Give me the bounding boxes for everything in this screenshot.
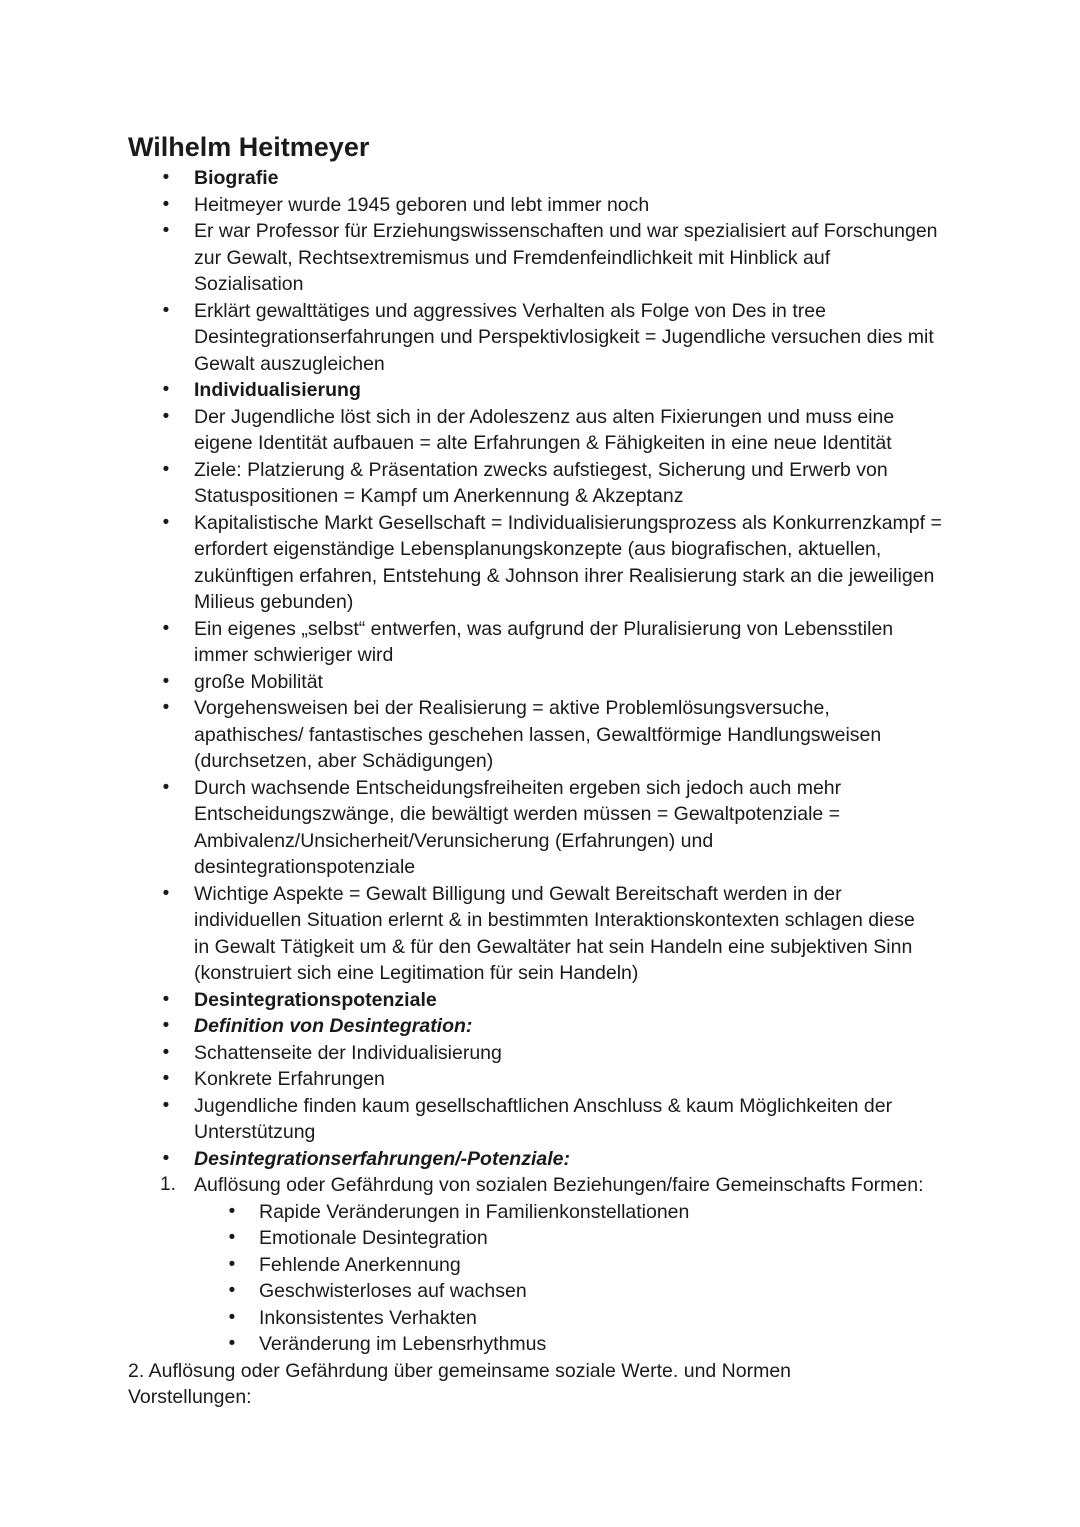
sub-list-item — [0, 1278, 1080, 1305]
list-item — [0, 510, 1080, 616]
bullet-marker: • — [162, 167, 170, 188]
sub-list-item — [0, 1252, 1080, 1279]
list-item — [0, 165, 1080, 192]
list-item-text: Individualisierung — [194, 379, 361, 401]
bullet-marker: • — [162, 220, 170, 241]
list-item — [0, 192, 1080, 219]
list-item — [0, 404, 1080, 457]
numbered-item-1 — [0, 1172, 1080, 1199]
list-item-text: Wichtige Aspekte = Gewalt Billigung und Gewalt Bereitschaft werden in der — [194, 882, 842, 905]
bullet-marker: • — [162, 882, 170, 904]
list-item — [0, 1146, 1080, 1173]
list-item-text: (konstruiert sich eine Legitimation für sein Handeln) — [194, 962, 639, 984]
list-item-text: Auflösung oder Gefährdung von sozialen Beziehungen/faire Gemeinschafts Formen: — [194, 1174, 924, 1196]
list-item-text: Fehlende Anerkennung — [259, 1253, 461, 1276]
list-item-text: Ein eigenes „selbst“ entwerfen, was aufgrund der Pluralisierung von Lebensstilen — [194, 617, 894, 640]
sub-list-item — [0, 1331, 1080, 1358]
bullet-marker: • — [162, 193, 170, 215]
list-item — [0, 881, 1080, 987]
list-item — [0, 377, 1080, 404]
bullet-marker: • — [228, 1227, 236, 1248]
list-item-text: Statuspositionen = Kampf um Anerkennung & Akzeptanz — [194, 485, 684, 507]
list-item — [0, 1040, 1080, 1067]
list-item — [0, 1013, 1080, 1040]
bullet-marker: • — [228, 1280, 236, 1301]
list-item-text: Entscheidungszwänge, die bewältigt werden müssen = Gewaltpotenziale = — [194, 803, 841, 825]
list-item-text: erfordert eigenständige Lebensplanungskonzepte (aus biografischen, aktuellen, — [194, 538, 882, 560]
list-item-text: Desintegrationserfahrungen/-Potenziale: — [194, 1147, 570, 1170]
bullet-marker: • — [162, 458, 170, 480]
list-item-text: Der Jugendliche löst sich in der Adoleszenz aus alten Fixierungen und muss eine — [194, 405, 895, 428]
bullet-marker: • — [162, 1015, 170, 1036]
list-item-text: eigene Identität aufbauen = alte Erfahrungen & Fähigkeiten in eine neue Identität — [194, 432, 892, 454]
sub-list-item — [0, 1225, 1080, 1252]
list-item — [0, 616, 1080, 669]
list-item — [0, 218, 1080, 298]
list-item-text: Geschwisterloses auf wachsen — [259, 1280, 527, 1302]
list-number: 1. — [160, 1174, 176, 1195]
list-item-text: Biografie — [194, 167, 279, 189]
bullet-marker: • — [162, 776, 170, 798]
list-item-text: Jugendliche finden kaum gesellschaftlichen Anschluss & kaum Möglichkeiten der — [194, 1094, 893, 1117]
page-title: Wilhelm Heitmeyer — [128, 132, 370, 162]
sub-list-item — [0, 1199, 1080, 1226]
bullet-marker: • — [228, 1333, 236, 1354]
list-item — [0, 775, 1080, 881]
bullet-marker: • — [162, 1094, 170, 1116]
list-item-text: Konkrete Erfahrungen — [194, 1068, 385, 1090]
bullet-marker: • — [162, 988, 170, 1010]
list-item-text: Vorgehensweisen bei der Realisierung = aktive Problemlösungsversuche, — [194, 697, 830, 719]
list-item-text: in Gewalt Tätigkeit um & für den Gewaltäter hat sein Handeln eine subjektiven Sinn — [194, 935, 913, 958]
bullet-marker: • — [228, 1253, 236, 1275]
bullet-marker: • — [162, 670, 170, 692]
list-item-text: desintegrationspotenziale — [194, 856, 416, 878]
list-item-text: Desintegrationserfahrungen und Perspektivlosigkeit = Jugendliche versuchen dies mit — [194, 326, 934, 348]
list-item-text: Erklärt gewalttätiges und aggressives Verhalten als Folge von Des in tree — [194, 299, 826, 322]
list-item-text: (durchsetzen, aber Schädigungen) — [194, 750, 494, 772]
list-item-text: Milieus gebunden) — [194, 591, 354, 613]
bullet-marker: • — [228, 1306, 236, 1328]
bullet-marker: • — [162, 405, 170, 427]
list-item-text: Emotionale Desintegration — [259, 1227, 488, 1249]
bullet-marker: • — [162, 511, 170, 533]
list-item-text: Er war Professor für Erziehungswissenschaften und war spezialisiert auf Forschungen — [194, 220, 938, 242]
bullet-marker: • — [162, 1147, 170, 1169]
list-item — [0, 1066, 1080, 1093]
list-item-text: Unterstützung — [194, 1121, 316, 1143]
bullet-marker: • — [162, 379, 170, 400]
list-item-text: Ambivalenz/Unsicherheit/Verunsicherung (Erfahrungen) und — [194, 829, 714, 852]
numbered-item-2 — [0, 1358, 1080, 1411]
list-item-text: Desintegrationspotenziale — [194, 988, 437, 1011]
bullet-marker: • — [162, 299, 170, 321]
bullet-marker: • — [162, 1068, 170, 1089]
list-item-text: immer schwieriger wird — [194, 644, 394, 666]
list-item — [0, 669, 1080, 696]
bullet-marker: • — [228, 1200, 236, 1222]
list-item-text: Inkonsistentes Verhakten — [259, 1306, 477, 1329]
list-item — [0, 457, 1080, 510]
list-item-text: Sozialisation — [194, 273, 304, 295]
list-item — [0, 695, 1080, 775]
bullet-marker: • — [162, 697, 170, 718]
list-item-text: apathisches/ fantastisches geschehen lassen, Gewaltförmige Handlungsweisen — [194, 723, 882, 746]
list-item-text: Rapide Veränderungen in Familienkonstellationen — [259, 1200, 690, 1223]
list-item-text: Ziele: Platzierung & Präsentation zwecks aufstiegest, Sicherung und Erwerb von — [194, 458, 888, 481]
list-item — [0, 1093, 1080, 1146]
list-item-text: Veränderung im Lebensrhythmus — [259, 1333, 547, 1355]
bullet-marker: • — [162, 1041, 170, 1063]
list-item-text: zur Gewalt, Rechtsextremismus und Fremdenfeindlichkeit mit Hinblick auf — [194, 246, 831, 269]
list-item-text: große Mobilität — [194, 670, 323, 693]
list-item-text: Definition von Desintegration: — [194, 1015, 473, 1037]
list-item-text: Heitmeyer wurde 1945 geboren und lebt immer noch — [194, 193, 650, 216]
list-item-text: Kapitalistische Markt Gesellschaft = Individualisierungsprozess als Konkurrenzkampf = — [194, 511, 942, 534]
list-item — [0, 298, 1080, 378]
bullet-marker: • — [162, 617, 170, 639]
list-item-text: Gewalt auszugleichen — [194, 352, 385, 375]
list-item-text: individuellen Situation erlernt & in bestimmten Interaktionskontexten schlagen diese — [194, 909, 915, 931]
list-item-text: Durch wachsende Entscheidungsfreiheiten ergeben sich jedoch auch mehr — [194, 776, 842, 799]
list-item-text: Schattenseite der Individualisierung — [194, 1041, 502, 1064]
list-item — [0, 987, 1080, 1014]
list-item-text: Vorstellungen: — [128, 1386, 252, 1408]
list-item-text: 2. Auflösung oder Gefährdung über gemeinsame soziale Werte. und Normen — [128, 1359, 792, 1382]
sub-list-item — [0, 1305, 1080, 1332]
list-item-text: zukünftigen erfahren, Entstehung & Johnson ihrer Realisierung stark an die jeweiligen — [194, 564, 935, 587]
